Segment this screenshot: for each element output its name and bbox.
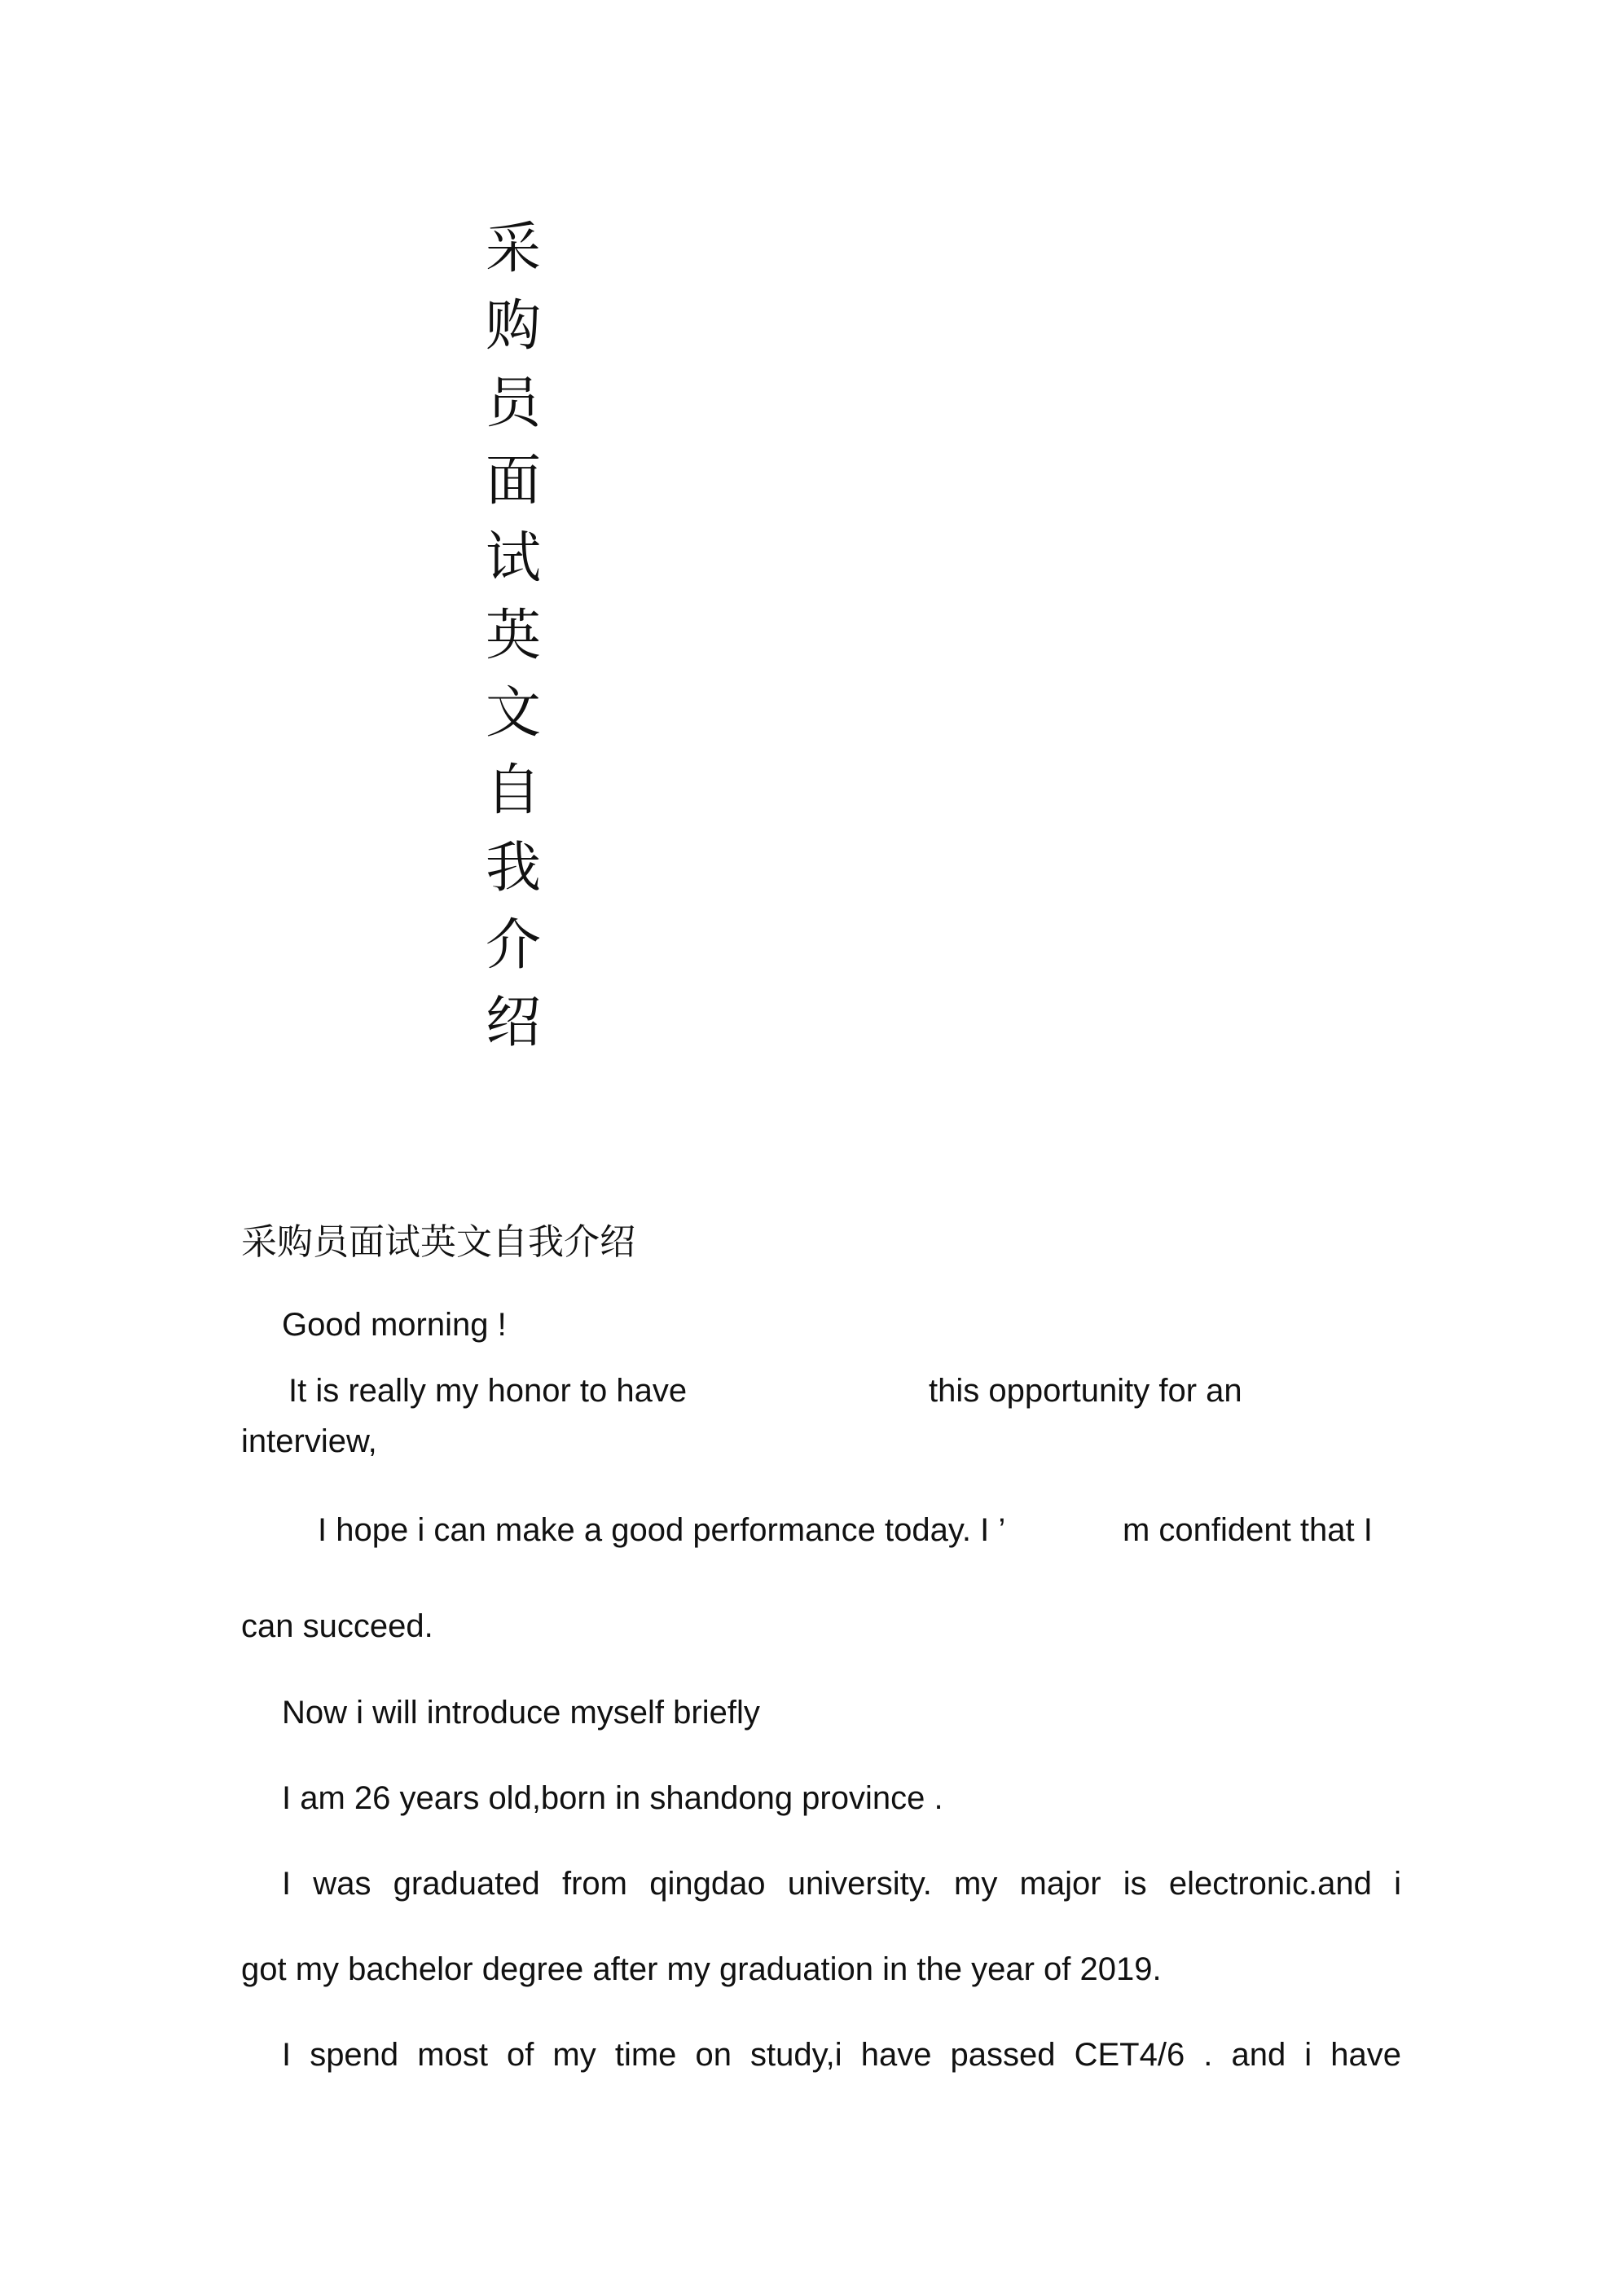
introduce-line: Now i will introduce myself briefly (282, 1695, 760, 1731)
spend-line: I spend most of my time on study,i have passed CET4/6 . and i have (282, 2037, 1401, 2073)
vertical-title (481, 210, 546, 1062)
title-char: 试 (485, 526, 541, 591)
honor-line-part2: this opportunity for an (929, 1373, 1242, 1409)
hope-line-part2: m confident that I (1123, 1512, 1373, 1548)
title-char: 英 (485, 604, 541, 668)
title-char: 面 (485, 449, 541, 513)
title-char: 介 (485, 913, 541, 978)
hope-line-part1: I hope i can make a good performance today. I ’ (318, 1512, 1006, 1548)
title-char: 自 (485, 759, 541, 823)
graduated-line: I was graduated from qingdao university. my major is electronic.and i (282, 1866, 1401, 1902)
hope-line-continued: can succeed. (241, 1608, 433, 1644)
title-char: 采 (485, 217, 541, 281)
title-char: 文 (485, 681, 541, 746)
title-char: 绍 (485, 991, 541, 1055)
title-char: 员 (485, 372, 541, 436)
title-char: 我 (485, 836, 541, 900)
greeting-line: Good morning ! (282, 1307, 507, 1343)
honor-line-part1: It is really my honor to have (288, 1373, 688, 1409)
honor-line-continued: interview, (241, 1423, 377, 1459)
bachelor-line: got my bachelor degree after my graduation in the year of 2019. (241, 1951, 1162, 1987)
title-char: 购 (485, 294, 541, 358)
document-heading: 采购员面试英文自我介绍 (241, 1221, 635, 1263)
age-line: I am 26 years old,born in shandong province . (282, 1780, 943, 1816)
